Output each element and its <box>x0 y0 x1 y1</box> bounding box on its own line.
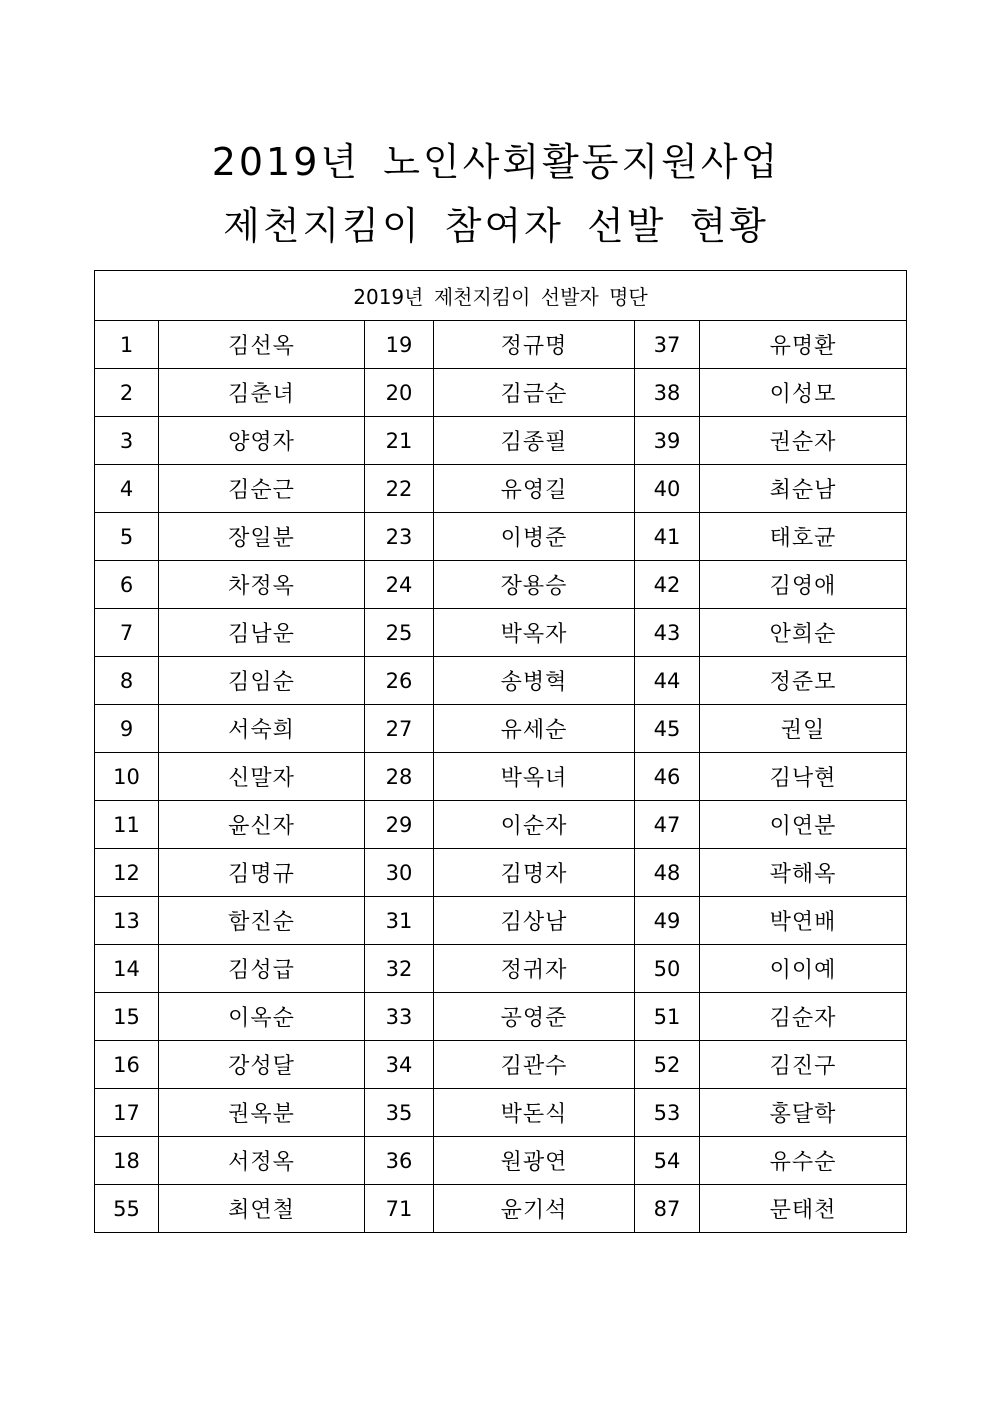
participant-name: 유세순 <box>434 705 635 753</box>
participant-name: 김성급 <box>159 945 365 993</box>
participant-number: 71 <box>365 1185 434 1233</box>
table-row <box>95 321 907 369</box>
participant-name: 김남운 <box>159 609 365 657</box>
participant-name: 양영자 <box>159 417 365 465</box>
participant-number: 44 <box>635 657 700 705</box>
participant-name: 박옥녀 <box>434 753 635 801</box>
participant-number: 54 <box>635 1137 700 1185</box>
participant-name: 김순근 <box>159 465 365 513</box>
table-row <box>95 609 907 657</box>
participant-name: 이순자 <box>434 801 635 849</box>
participant-name: 서정옥 <box>159 1137 365 1185</box>
participant-name: 장일분 <box>159 513 365 561</box>
participant-name: 유수순 <box>700 1137 907 1185</box>
participant-number: 46 <box>635 753 700 801</box>
table-row <box>95 849 907 897</box>
participant-name: 송병혁 <box>434 657 635 705</box>
table-row <box>95 993 907 1041</box>
participant-number: 50 <box>635 945 700 993</box>
participant-name: 김영애 <box>700 561 907 609</box>
participant-name: 권옥분 <box>159 1089 365 1137</box>
participant-number: 17 <box>95 1089 159 1137</box>
participant-name: 신말자 <box>159 753 365 801</box>
table-row <box>95 753 907 801</box>
participant-number: 11 <box>95 801 159 849</box>
participant-number: 9 <box>95 705 159 753</box>
participant-number: 87 <box>635 1185 700 1233</box>
participant-number: 36 <box>365 1137 434 1185</box>
table-caption-row <box>95 271 907 321</box>
table-row <box>95 1185 907 1233</box>
participant-number: 1 <box>95 321 159 369</box>
participant-number: 26 <box>365 657 434 705</box>
table-row <box>95 897 907 945</box>
participant-name: 이연분 <box>700 801 907 849</box>
table-row <box>95 1041 907 1089</box>
participant-number: 14 <box>95 945 159 993</box>
participant-name: 김선옥 <box>159 321 365 369</box>
participant-name: 정규명 <box>434 321 635 369</box>
participant-name: 김진구 <box>700 1041 907 1089</box>
participant-number: 49 <box>635 897 700 945</box>
participant-name: 박돈식 <box>434 1089 635 1137</box>
participant-name: 김명규 <box>159 849 365 897</box>
participant-name: 권순자 <box>700 417 907 465</box>
table-caption: 2019년 제천지킴이 선발자 명단 <box>95 271 907 321</box>
table-row <box>95 801 907 849</box>
participant-number: 40 <box>635 465 700 513</box>
table-row <box>95 1089 907 1137</box>
participant-number: 43 <box>635 609 700 657</box>
table-row <box>95 705 907 753</box>
participant-number: 45 <box>635 705 700 753</box>
participant-name: 유명환 <box>700 321 907 369</box>
participant-name: 함진순 <box>159 897 365 945</box>
participant-number: 27 <box>365 705 434 753</box>
participant-number: 55 <box>95 1185 159 1233</box>
participant-number: 34 <box>365 1041 434 1089</box>
participant-number: 19 <box>365 321 434 369</box>
participant-number: 39 <box>635 417 700 465</box>
participant-name: 홍달학 <box>700 1089 907 1137</box>
participant-number: 7 <box>95 609 159 657</box>
participant-number: 47 <box>635 801 700 849</box>
participant-number: 16 <box>95 1041 159 1089</box>
table-row <box>95 561 907 609</box>
participant-name: 김관수 <box>434 1041 635 1089</box>
participant-name: 박옥자 <box>434 609 635 657</box>
participant-number: 38 <box>635 369 700 417</box>
participant-name: 이이예 <box>700 945 907 993</box>
participant-number: 30 <box>365 849 434 897</box>
participant-number: 33 <box>365 993 434 1041</box>
participant-number: 8 <box>95 657 159 705</box>
participant-number: 28 <box>365 753 434 801</box>
participant-name: 이성모 <box>700 369 907 417</box>
participant-number: 2 <box>95 369 159 417</box>
participant-number: 53 <box>635 1089 700 1137</box>
participant-name: 윤신자 <box>159 801 365 849</box>
participant-name: 김상남 <box>434 897 635 945</box>
participant-name: 김임순 <box>159 657 365 705</box>
participant-name: 이옥순 <box>159 993 365 1041</box>
participant-number: 52 <box>635 1041 700 1089</box>
participant-number: 22 <box>365 465 434 513</box>
participant-name: 김명자 <box>434 849 635 897</box>
participant-name: 차정옥 <box>159 561 365 609</box>
participant-number: 31 <box>365 897 434 945</box>
participant-name: 박연배 <box>700 897 907 945</box>
participant-name: 원광연 <box>434 1137 635 1185</box>
table-row <box>95 369 907 417</box>
participant-name: 장용승 <box>434 561 635 609</box>
participant-number: 5 <box>95 513 159 561</box>
participant-name: 강성달 <box>159 1041 365 1089</box>
participant-name: 정준모 <box>700 657 907 705</box>
participant-number: 42 <box>635 561 700 609</box>
participant-name: 권일 <box>700 705 907 753</box>
participant-name: 정귀자 <box>434 945 635 993</box>
participant-number: 25 <box>365 609 434 657</box>
participant-number: 24 <box>365 561 434 609</box>
participant-number: 4 <box>95 465 159 513</box>
table-row <box>95 513 907 561</box>
table-row <box>95 1137 907 1185</box>
participant-number: 6 <box>95 561 159 609</box>
participant-number: 15 <box>95 993 159 1041</box>
participant-name: 이병준 <box>434 513 635 561</box>
participant-name: 윤기석 <box>434 1185 635 1233</box>
participant-number: 12 <box>95 849 159 897</box>
document-title-line-1: 2019년 노인사회활동지원사업 <box>211 140 781 184</box>
participant-number: 13 <box>95 897 159 945</box>
participant-number: 41 <box>635 513 700 561</box>
table-row <box>95 417 907 465</box>
participant-number: 18 <box>95 1137 159 1185</box>
participant-name: 유영길 <box>434 465 635 513</box>
participant-number: 48 <box>635 849 700 897</box>
participant-number: 32 <box>365 945 434 993</box>
participant-number: 35 <box>365 1089 434 1137</box>
participant-name: 공영준 <box>434 993 635 1041</box>
participant-number: 21 <box>365 417 434 465</box>
participant-number: 37 <box>635 321 700 369</box>
participant-number: 20 <box>365 369 434 417</box>
participant-name: 최순남 <box>700 465 907 513</box>
participant-name: 김금순 <box>434 369 635 417</box>
participant-name: 태호균 <box>700 513 907 561</box>
document-title-line-2: 제천지킴이 참여자 선발 현황 <box>223 204 769 248</box>
participant-number: 23 <box>365 513 434 561</box>
participant-number: 10 <box>95 753 159 801</box>
participant-name: 김종필 <box>434 417 635 465</box>
participant-name: 문태천 <box>700 1185 907 1233</box>
participant-name: 김춘녀 <box>159 369 365 417</box>
table-row <box>95 945 907 993</box>
participant-number: 3 <box>95 417 159 465</box>
participant-name: 김순자 <box>700 993 907 1041</box>
participant-name: 김낙현 <box>700 753 907 801</box>
participant-name: 최연철 <box>159 1185 365 1233</box>
participant-name: 안희순 <box>700 609 907 657</box>
table-row <box>95 657 907 705</box>
participant-number: 51 <box>635 993 700 1041</box>
participant-roster-table <box>94 270 907 1233</box>
participant-name: 곽해옥 <box>700 849 907 897</box>
participant-name: 서숙희 <box>159 705 365 753</box>
participant-number: 29 <box>365 801 434 849</box>
table-row <box>95 465 907 513</box>
